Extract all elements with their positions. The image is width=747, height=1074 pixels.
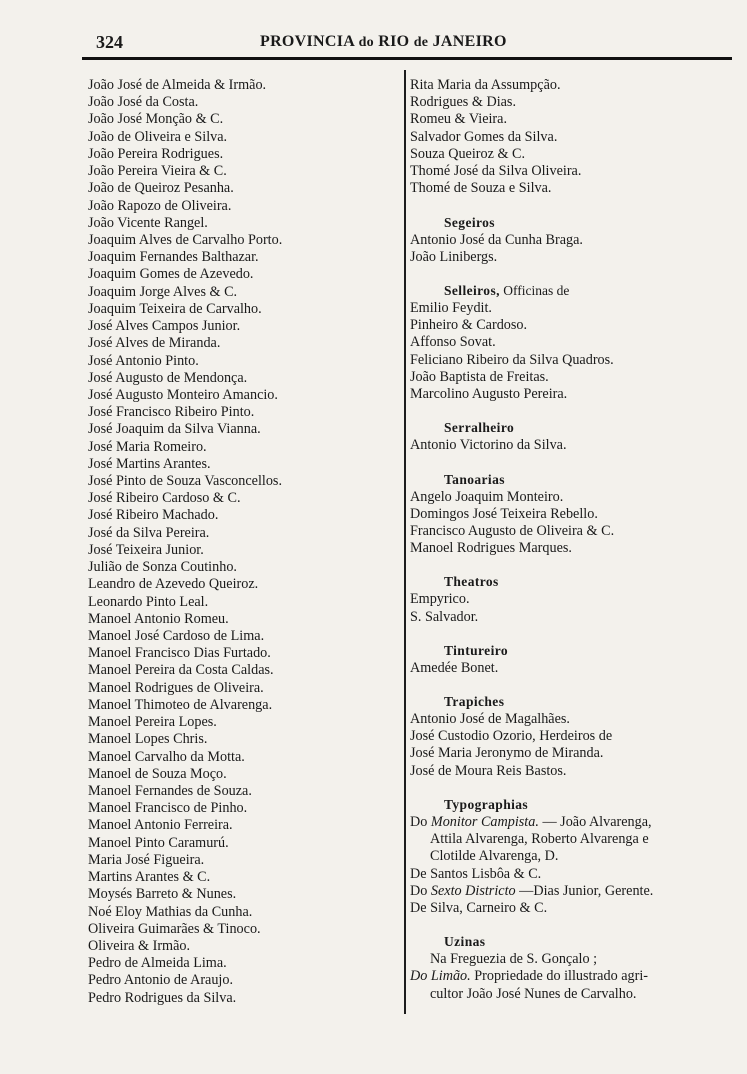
list-item: Marcolino Augusto Pereira. <box>410 386 568 403</box>
list-item: Domingos José Teixeira Rebello. <box>410 505 598 522</box>
section-title: Tanoarias <box>444 471 505 487</box>
list-item: João Pereira Rodrigues. <box>88 145 224 162</box>
list-item: Pedro de Almeida Lima. <box>88 955 227 972</box>
section-title: Serralheiro <box>444 420 515 436</box>
section-title: Segeiros <box>444 214 495 230</box>
list-item: Joaquim Fernandes Balthazar. <box>88 249 259 266</box>
section-selleiros <box>410 282 738 403</box>
list-item: Manoel Francisco de Pinho. <box>88 800 248 817</box>
list-item: José de Moura Reis Bastos. <box>410 762 567 779</box>
list-item: Rita Maria da Assumpção. <box>410 77 561 93</box>
list-item: Emilio Feydit. <box>410 299 492 316</box>
list-item: Manoel Antonio Ferreira. <box>88 817 233 834</box>
list-item: Joaquim Alves de Carvalho Porto. <box>88 231 283 248</box>
list-item: Thomé de Souza e Silva. <box>410 180 552 197</box>
list-item: Manoel Thimoteo de Alvarenga. <box>88 696 273 713</box>
running-header <box>82 30 732 56</box>
list-item: José Teixeira Junior. <box>88 541 204 558</box>
column-divider <box>404 70 406 1014</box>
list-item: Pedro Rodrigues da Silva. <box>88 989 237 1006</box>
section-uzinas <box>410 933 738 1003</box>
list-item: João José de Almeida & Irmão. <box>88 77 267 93</box>
section-segeiros <box>410 214 738 266</box>
list-item: Leandro de Azevedo Queiroz. <box>88 576 259 593</box>
list-item: Oliveira & Irmão. <box>88 937 191 954</box>
list-item: José Augusto de Mendonça. <box>88 369 248 386</box>
list-item: Manoel José Cardoso de Lima. <box>88 628 265 644</box>
list-item: Romeu & Vieira. <box>410 111 507 128</box>
section-tanoarias <box>410 471 738 558</box>
section-theatros <box>410 573 738 625</box>
right-column <box>410 77 738 1003</box>
section-tintureiro <box>410 642 738 677</box>
section-title: Typographias <box>444 796 529 812</box>
list-item: Joaquim Jorge Alves & C. <box>88 283 238 300</box>
list-item: Salvador Gomes da Silva. <box>410 128 558 145</box>
list-item: João de Oliveira e Silva. <box>88 128 228 145</box>
list-item: Clotilde Alvarenga, D. <box>430 848 559 865</box>
list-item: Leonardo Pinto Leal. <box>88 593 209 610</box>
list-item: José da Silva Pereira. <box>88 524 210 541</box>
list-item: Francisco Augusto de Oliveira & C. <box>410 522 615 539</box>
page-number: 324 <box>96 32 123 52</box>
list-item: Do Limão. Propriedade do illustrado agri- <box>410 968 648 985</box>
list-item: Thomé José da Silva Oliveira. <box>410 163 582 180</box>
continued-entries <box>410 77 738 198</box>
list-item: Moysés Barreto & Nunes. <box>88 886 237 903</box>
list-item: José Ribeiro Cardoso & C. <box>88 490 241 507</box>
section-title: Uzinas <box>444 934 486 950</box>
list-item: Angelo Joaquim Monteiro. <box>410 488 564 505</box>
list-item: João de Queiroz Pesanha. <box>88 180 234 197</box>
list-item: De Silva, Carneiro & C. <box>410 900 548 916</box>
list-item: Julião de Sonza Coutinho. <box>88 559 237 576</box>
list-item: José Antonio Pinto. <box>88 352 199 369</box>
section-trapiches <box>410 693 738 780</box>
list-item: Manoel Antonio Romeu. <box>88 610 229 627</box>
list-item: Manoel de Souza Moço. <box>88 765 227 782</box>
list-item: Feliciano Ribeiro da Silva Quadros. <box>410 351 614 368</box>
section-serralheiro <box>410 419 738 454</box>
list-item: José Pinto de Souza Vasconcellos. <box>88 473 283 490</box>
list-item: Antonio Victorino da Silva. <box>410 437 567 454</box>
list-item: José Martins Arantes. <box>88 455 211 472</box>
list-item: Maria José Figueira. <box>88 851 205 868</box>
list-item: Manoel Carvalho da Motta. <box>88 748 245 765</box>
list-item: Antonio José de Magalhães. <box>410 711 570 728</box>
list-item: José Augusto Monteiro Amancio. <box>88 386 278 403</box>
list-item: José Francisco Ribeiro Pinto. <box>88 404 255 421</box>
list-item: Martins Arantes & C. <box>88 869 211 886</box>
list-item: João Pereira Vieira & C. <box>88 163 227 180</box>
section-title: Trapiches <box>444 694 505 710</box>
list-item: José Joaquim da Silva Vianna. <box>88 421 261 438</box>
list-item: Empyrico. <box>410 591 470 608</box>
list-item: Do Sexto Districto —Dias Junior, Gerente. <box>410 882 654 899</box>
section-title: Selleiros, Officinas de <box>444 282 570 298</box>
list-item: Noé Eloy Mathias da Cunha. <box>88 903 253 920</box>
list-item: Joaquim Teixeira de Carvalho. <box>88 300 262 317</box>
list-item: Manoel Rodrigues Marques. <box>410 540 572 557</box>
section-typographias <box>410 796 738 917</box>
list-item: Rodrigues & Dias. <box>410 94 517 111</box>
list-item: Manoel Rodrigues de Oliveira. <box>88 679 264 696</box>
list-item: José Maria Jeronymo de Miranda. <box>410 745 604 762</box>
list-item: João Baptista de Freitas. <box>410 368 549 385</box>
header-rule <box>82 57 732 60</box>
list-item: Manoel Francisco Dias Furtado. <box>88 645 271 662</box>
list-item: João Linibergs. <box>410 248 498 265</box>
list-item: Souza Queiroz & C. <box>410 145 526 162</box>
list-item: Oliveira Guimarães & Tinoco. <box>88 920 261 937</box>
list-item: Pedro Antonio de Araujo. <box>88 972 234 989</box>
list-item: Antonio José da Cunha Braga. <box>410 231 583 248</box>
list-item: José Alves Campos Junior. <box>88 318 241 335</box>
list-item: Manoel Pereira da Costa Caldas. <box>88 662 274 679</box>
list-item: Na Freguezia de S. Gonçalo ; <box>430 951 598 968</box>
list-item: José Alves de Miranda. <box>88 335 221 352</box>
list-item: José Maria Romeiro. <box>88 438 207 455</box>
list-item: Manoel Pinto Caramurú. <box>88 834 229 851</box>
list-item: Manoel Lopes Chris. <box>88 731 208 748</box>
list-item: João José Monção & C. <box>88 111 224 128</box>
left-column <box>88 77 400 1007</box>
list-item: cultor João José Nunes de Carvalho. <box>430 985 637 1002</box>
running-title: PROVINCIA do RIO de JANEIRO <box>260 33 507 50</box>
list-item: Joaquim Gomes de Azevedo. <box>88 266 254 283</box>
list-item: S. Salvador. <box>410 608 479 625</box>
list-item: João Rapozo de Oliveira. <box>88 197 232 214</box>
list-item: Pinheiro & Cardoso. <box>410 317 528 334</box>
list-item: João Vicente Rangel. <box>88 214 208 231</box>
list-item: De Santos Lisbôa & C. <box>410 865 542 882</box>
list-item: Do Monitor Campista. — João Alvarenga, <box>410 813 652 830</box>
list-item: Amedée Bonet. <box>410 659 499 676</box>
list-item: Affonso Sovat. <box>410 334 496 351</box>
list-item: Manoel Fernandes de Souza. <box>88 782 252 799</box>
section-title: Tintureiro <box>444 642 509 658</box>
list-item: Attila Alvarenga, Roberto Alvarenga e <box>430 831 649 848</box>
list-item: José Custodio Ozorio, Herdeiros de <box>410 728 613 745</box>
list-item: João José da Costa. <box>88 94 199 111</box>
list-item: Manoel Pereira Lopes. <box>88 714 217 731</box>
section-title: Theatros <box>444 574 499 590</box>
list-item: José Ribeiro Machado. <box>88 507 219 524</box>
